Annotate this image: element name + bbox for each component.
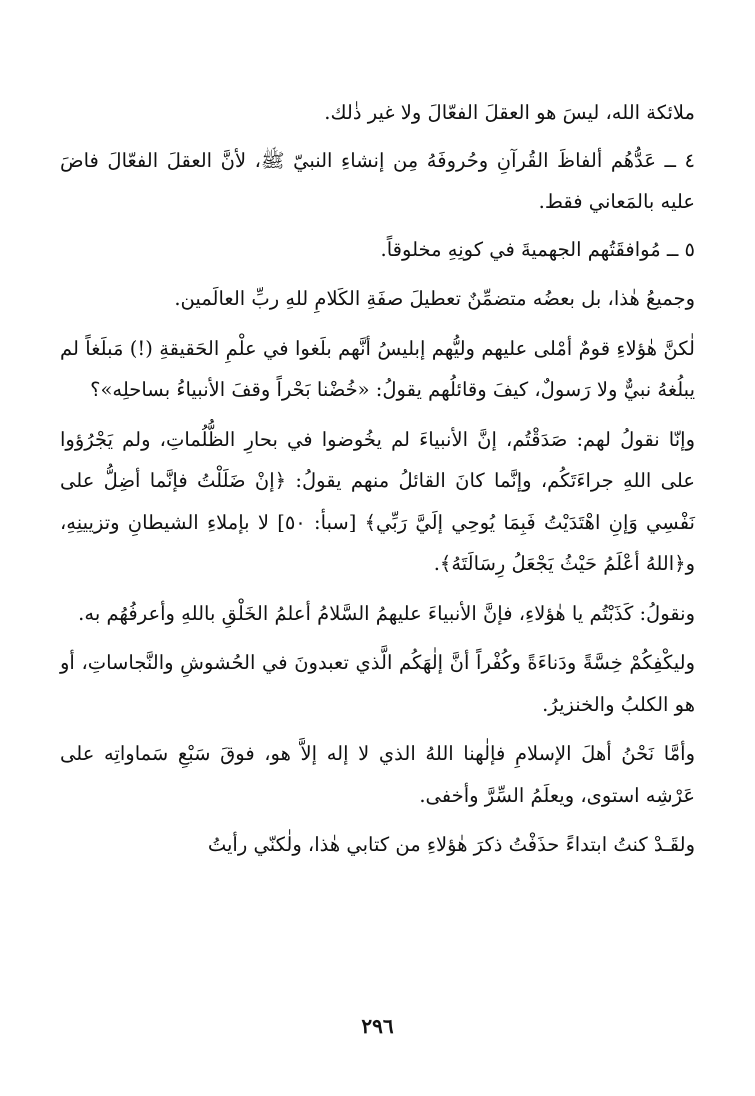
- paragraph-point-4: ٤ ــ عَدُّهُم ألفاظَ القُرآنِ وحُروفَهُ مِن إنشاءِ النبيّ ﷺ، لأنَّ العقلَ الفعّالَ فاضَ عليه بالمَعاني فقط.: [60, 148, 695, 213]
- paragraph-summary: وجميعُ هٰذا، بل بعضُه متضمِّنٌ تعطيلَ صفَةِ الكَلامِ للهِ ربِّ العالَمين.: [174, 287, 695, 310]
- paragraph-point-5: ٥ ــ مُوافقَتُهم الجهميةَ في كونِهِ مخلوقاً.: [380, 237, 695, 261]
- paragraph-islam-creed: وأمَّا نَحْنُ أهلَ الإسلامِ فإلٰهنا اللهُ الذي لا إله إلاَّ هو، فوقَ سَبْعِ سَماواتِه على عَرْشِه استوى، ويعلَمُ السِّرَّ وأخفى.: [60, 742, 695, 807]
- page-number: ٢٩٦: [361, 1014, 394, 1038]
- paragraph-rebuke: وليكْفِكُمْ خِسَّةً ودَناءَةً وكُفْراً أنَّ إلٰهَكُم الَّذي تعبدونَ في الحُشوشِ والنَّجاساتِ، أو هو الكلبُ والخنزيرُ.: [60, 651, 695, 716]
- paragraph-continuation: ملائكة الله، ليسَ هو العقلَ الفعّالَ ولا غير ذٰلك.: [324, 101, 695, 124]
- paragraph-iblis-claim: لٰكنَّ هٰؤلاءِ قومٌ أمْلى عليهم وليُّهم إبليسُ أنَّهم بلَغوا في علْمِ الحَقيقةِ (!) مَبلَغاً لم يبلُغهُ نبيٌّ ولا رَسولٌ، كيفَ وقائلُهم يقولُ: «خُضْنا بَحْراً وقفَ الأنبياءُ بساحلِه»؟: [60, 336, 695, 401]
- paragraph-response: وإنّا نقولُ لهم: صَدَقْتُم، إنَّ الأنبياءَ لم يخُوضوا في بحارِ الظُّلُماتِ، ولم يَجْرُؤوا على اللهِ جراءَتَكُم، وإنَّما كانَ القائلُ منهم يقولُ: ﴿إنْ ضَلَلْتُ فإنَّما أضِلُّ على نَفْسِي وَإنِ اهْتَدَيْتُ فَبِمَا يُوحِي إلَيَّ رَبِّي﴾ [سبأ: ٥٠] لا بإملاءِ الشيطانِ وتزيينِهِ، و﴿اللهُ أعْلَمُ حَيْثُ يَجْعَلُ رِسَالَتَهُ﴾.: [60, 427, 695, 575]
- paragraph-closing: ولقَـدْ كنتُ ابتداءً حذَفْتُ ذكرَ هٰؤلاءِ من كتابي هٰذا، ولٰكنّي رأيتُ: [207, 833, 695, 856]
- paragraph-prophets-knowledge: ونقولُ: كَذَبْتُم يا هٰؤلاءِ، فإنَّ الأنبياءَ عليهمُ السَّلامُ أعلمُ الخَلْقِ باللهِ وأعرفُهُم به.: [78, 601, 695, 625]
